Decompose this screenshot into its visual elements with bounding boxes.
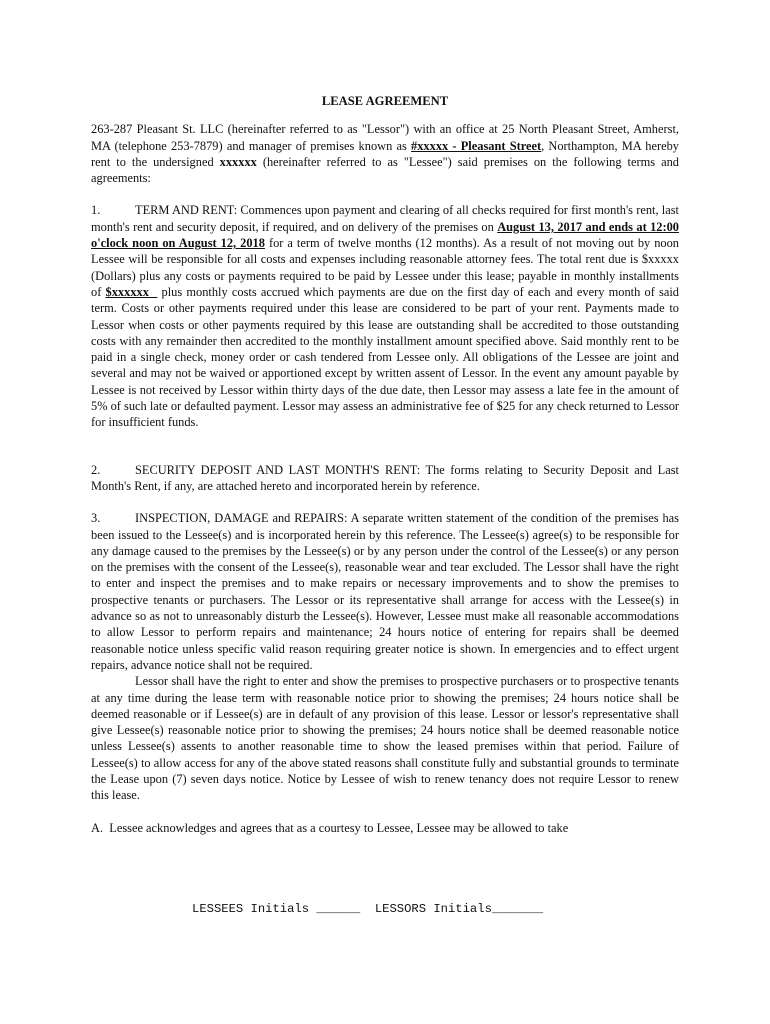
section1-text-2: for a term of twelve months (12 months). As a result of not moving out by noon Lessee will be responsible for all costs and expenses including reasonable attorney fees. The total rent due is $xxxxx (Dollars) plus any costs or payments required to be paid by Lessee under this lease; payable in monthly installments of [91, 236, 680, 299]
document-title: LEASE AGREEMENT [321, 94, 449, 108]
section2-text: SECURITY DEPOSIT AND LAST MONTH'S RENT: The forms relating to Security Deposit and Last Month's Rent, if any, are attached hereto and incorporated herein by reference. [91, 462, 679, 493]
intro-text-1: 263-287 Pleasant St. LLC (hereinafter referred to as "Lessor") with an office at 25 North Pleasant Street, Amherst, MA (telephone 253-7879) and manager of premises known as [91, 122, 679, 153]
intro-text-2: , Northampton, MA hereby rent to the undersigned [91, 138, 679, 169]
section1-text-3: plus monthly costs accrued which payments are due on the first day of each and every month of said term. Costs or other payments required under this lease are considered to be part of your rent. Payments made to Lessor when costs or other payments required by this lease are outstanding shall be accredited to those outstanding costs with any remainder then accredited to the monthly installment amount specified above. Said monthly rent to be paid in a single check, money order or cash tendered from Lessee only. All obligations of the Lessee are joint and several and may not be waived or apportioned except by written assent of Lessor. In the event any amount payable by Lessee is not received by Lessor within thirty days of the due date, then Lessor may assess a late fee in the amount of 5% of such late or defaulted payment. Lessor may assess an administrative fee of $25 for any check returned to Lessor for insufficient funds. [91, 284, 680, 430]
intro-text-3: (hereinafter referred to as "Lessee") said premises on the following terms and agreements: [91, 154, 679, 186]
lessors-initials: LESSORS Initials_______ [374, 902, 544, 916]
document-body [91, 93, 679, 836]
monthly-installment-amount: $xxxxxx [105, 284, 158, 299]
section3-text: INSPECTION, DAMAGE and REPAIRS: A separate written statement of the condition of the premises has been issued to the Lessee(s) and is incorporated herein by this reference. The Lessee(s) agree(s) to be responsible for any damage caused to the premises by the Lessee(s) or by any person under the control of the Lessee(s) or any person on the premises with the consent of the Lessee(s), reasonable wear and tear excluded. The Lessor shall have the right to enter and inspect the premises and to make repairs or necessary improvements and to show the premises to prospective tenants or purchasers. The Lessor or its representative shall arrange for access with the Lessee(s) in advance so as not to unreasonably disturb the Lessee(s). However, Lessee must make all reasonable accommodations to allow Lessor to perform repairs and maintenance; 24 hours notice of entering for repairs shall be deemed reasonable notice unless specific valid reason requiring greater notice is shown. In emergencies and to effect urgent repairs, advance notice shall not be required. [91, 511, 679, 672]
section-a [91, 820, 679, 836]
lease-term-dates: August 13, 2017 and ends at 12:00 o'clock noon on August 12, 2018 [91, 219, 679, 251]
lessee-name: xxxxxx [219, 154, 257, 169]
section1-text-1: TERM AND RENT: Commences upon payment and clearing of all checks required for first month's rent, last month's rent and security deposit, if required, and on delivery of the premises on [91, 203, 679, 234]
section3-paragraph-2: Lessor shall have the right to enter and show the premises to prospective purchasers or to prospective tenants at any time during the lease term with reasonable notice prior to showing the premises; 24 hours notice shall be deemed reasonable or if Lessee(s) are in default of any provision of this lease. Lessor or lessor's representative shall give Lessee(s) reasonable notice prior to showing the premises; 24 hours notice shall be deemed reasonable notice unless Lessee(s) assents to another reasonable time to show the leased premises within that period. Failure of Lessee(s) to allow access for any of the above stated reasons shall constitute fully and substantial grounds to terminate the Lease upon (7) seven days notice. Notice by Lessee of wish to renew tenancy does not require Lessor to renew this lease. [91, 674, 679, 803]
section-number: 3. [91, 511, 101, 526]
section-number: 2. [91, 462, 101, 477]
premises-address: #xxxxx - Pleasant Street [411, 138, 542, 153]
intro-paragraph [91, 121, 679, 186]
lessees-initials: LESSEES Initials ______ [192, 902, 361, 916]
section-number: 1. [91, 203, 101, 218]
section-security-deposit [91, 462, 679, 495]
section-inspection-damage-repairs [91, 510, 679, 673]
section-a-text: Lessee acknowledges and agrees that as a courtesy to Lessee, Lessee may be allowed to take [109, 820, 569, 835]
section-a-label: A. [91, 820, 104, 835]
initials-footer [192, 902, 543, 916]
section-term-and-rent [91, 202, 679, 430]
